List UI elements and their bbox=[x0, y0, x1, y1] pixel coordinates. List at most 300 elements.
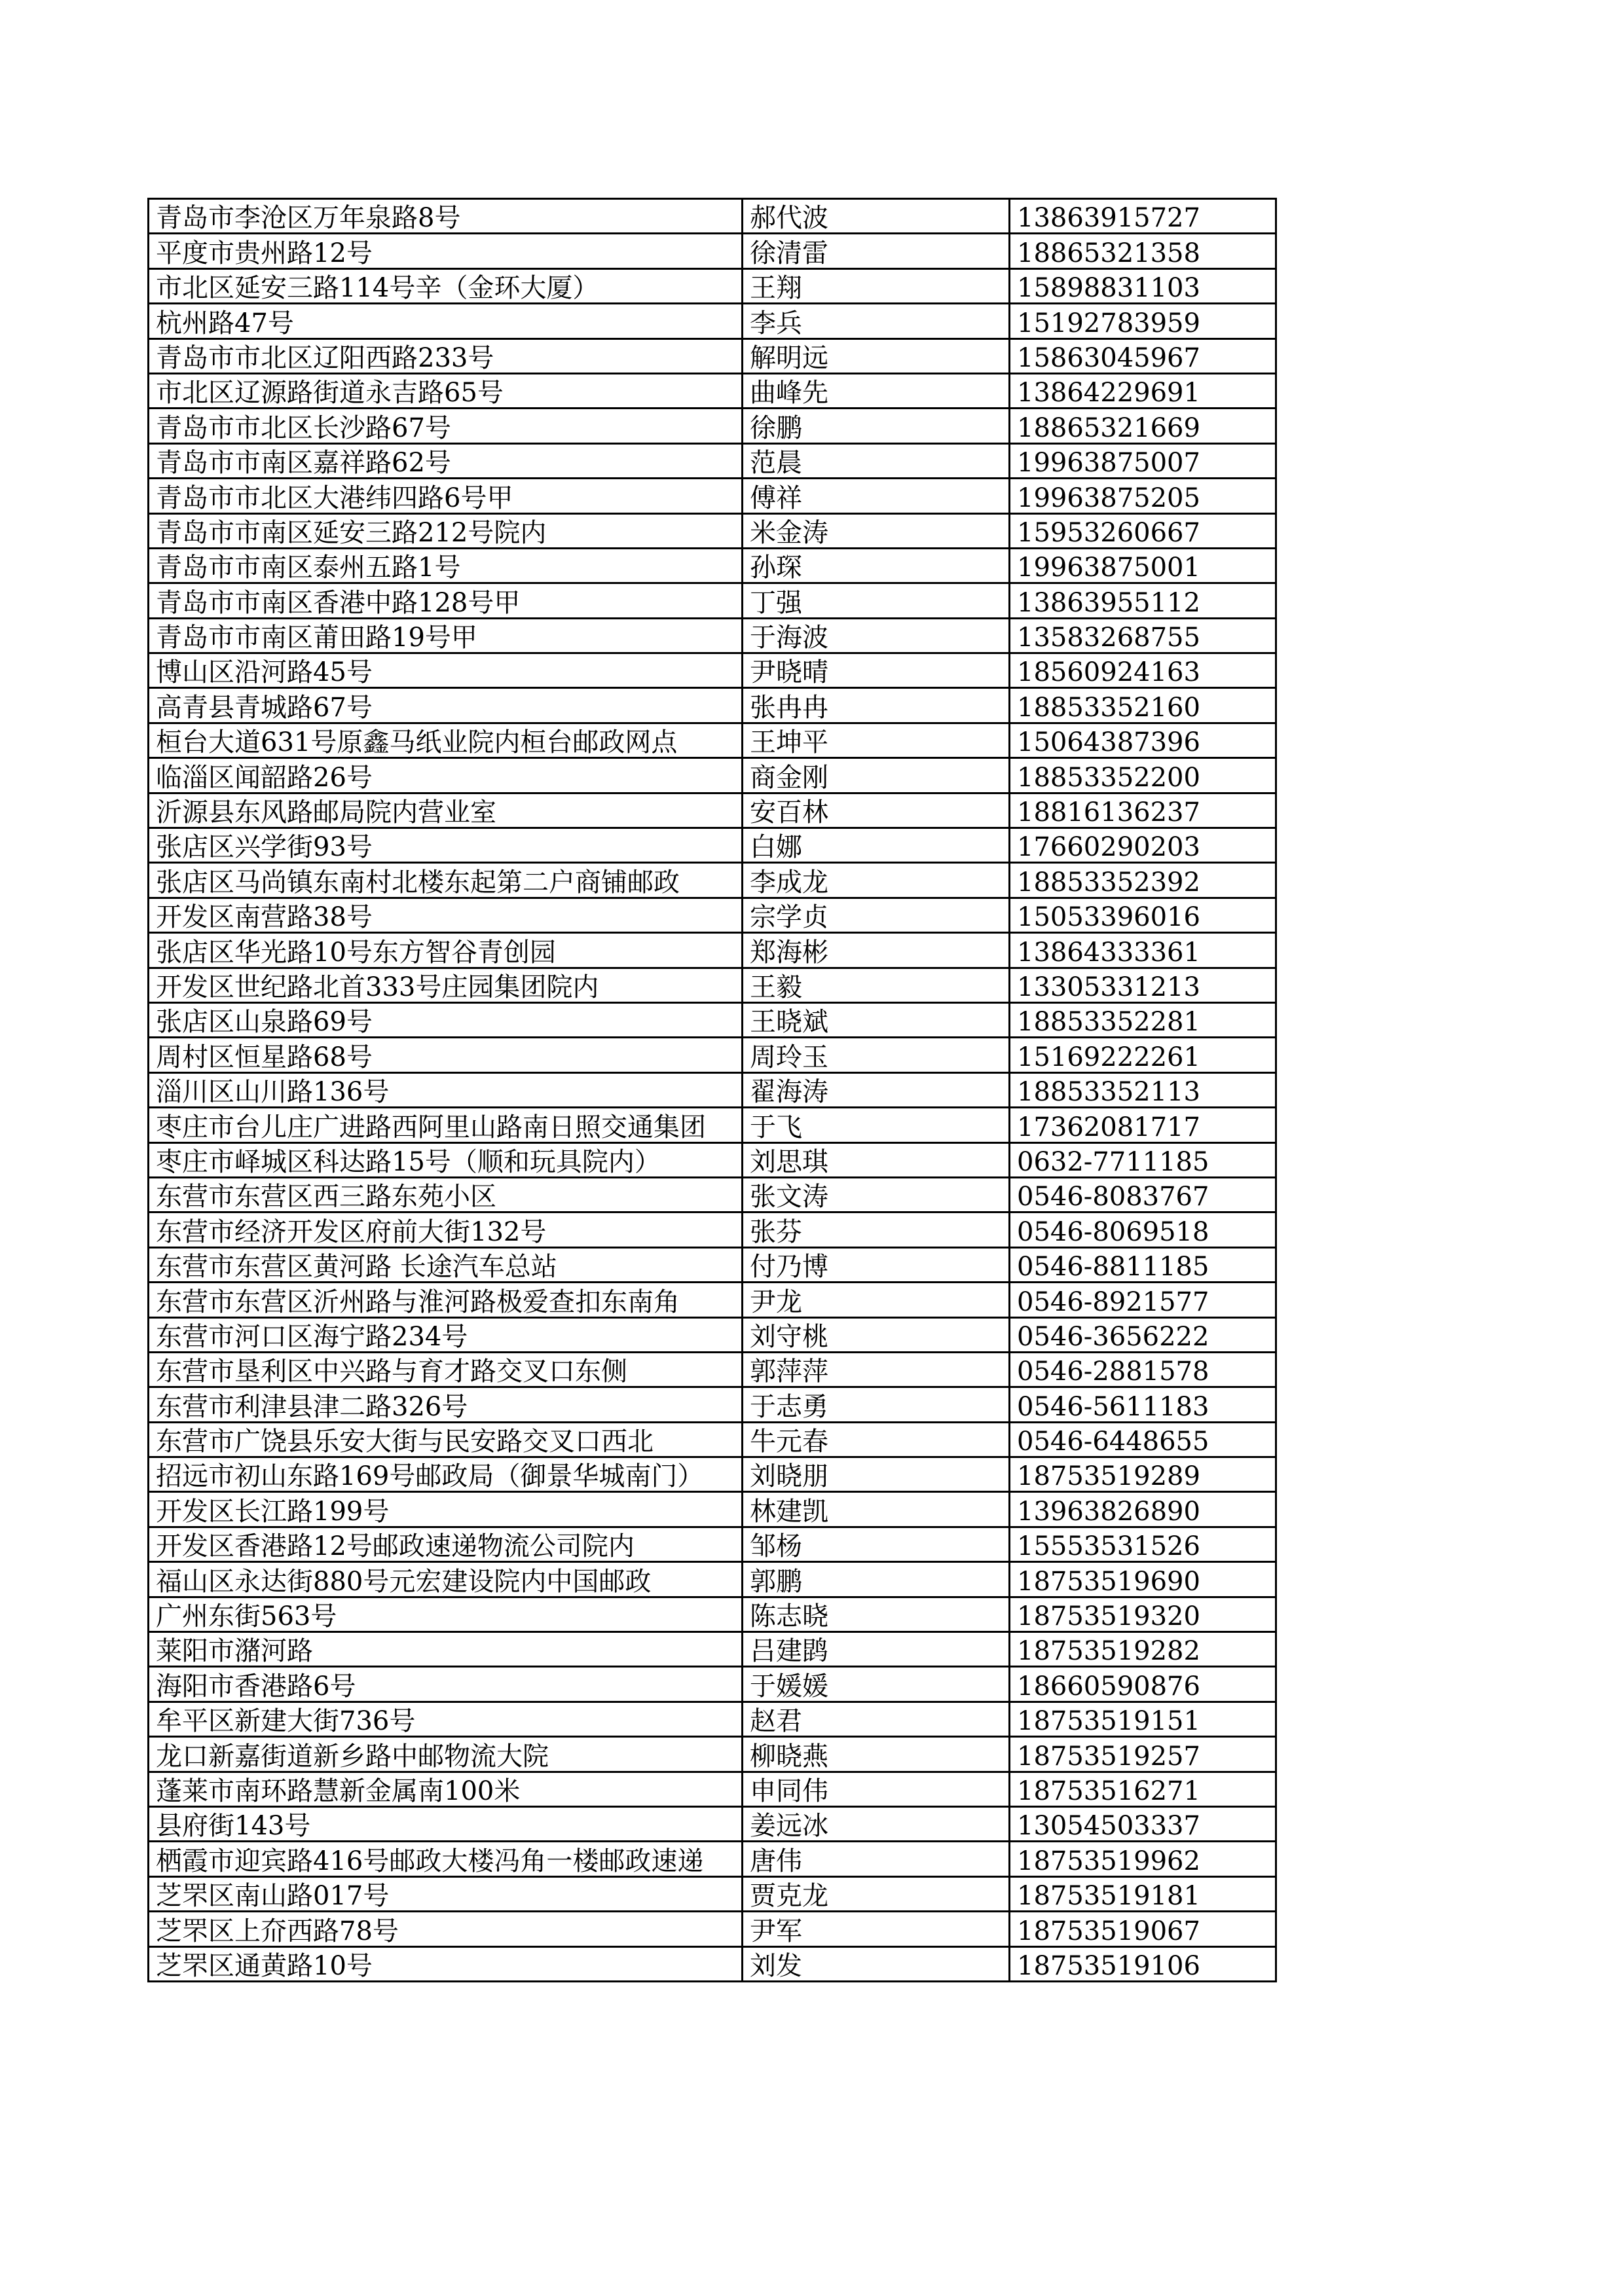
table-row bbox=[149, 583, 1276, 618]
phone-cell bbox=[1010, 513, 1276, 548]
table-row bbox=[149, 1842, 1276, 1876]
table-row bbox=[149, 1072, 1276, 1107]
table-row bbox=[149, 1806, 1276, 1841]
contact-name-cell bbox=[743, 1283, 1010, 1317]
address-cell-text: 东营市河口区海宁路234号 bbox=[156, 1321, 468, 1352]
table-row bbox=[149, 1317, 1276, 1352]
contact-name-cell-text: 邹杨 bbox=[750, 1531, 802, 1562]
address-cell bbox=[149, 1702, 743, 1736]
table-row bbox=[149, 723, 1276, 757]
contact-name-cell bbox=[743, 304, 1010, 338]
contact-name-cell-text: 徐清雷 bbox=[750, 238, 828, 268]
phone-cell-text: 15064387396 bbox=[1017, 727, 1200, 758]
address-cell bbox=[149, 548, 743, 583]
phone-cell-text: 18853352113 bbox=[1017, 1077, 1200, 1108]
phone-cell bbox=[1010, 1457, 1276, 1492]
phone-cell-text: 15192783959 bbox=[1017, 308, 1200, 338]
contact-name-cell bbox=[743, 1038, 1010, 1072]
phone-cell-text: 0546-8069518 bbox=[1017, 1216, 1209, 1247]
contact-name-cell-text: 林建凯 bbox=[750, 1496, 828, 1527]
phone-cell bbox=[1010, 1702, 1276, 1736]
phone-cell-text: 17362081717 bbox=[1017, 1112, 1200, 1142]
address-cell bbox=[149, 898, 743, 932]
contact-name-cell bbox=[743, 1912, 1010, 1946]
phone-cell-text: 13054503337 bbox=[1017, 1811, 1200, 1842]
phone-cell bbox=[1010, 409, 1276, 443]
contact-name-cell bbox=[743, 1702, 1010, 1736]
phone-cell-text: 13863955112 bbox=[1017, 587, 1200, 618]
address-cell-text: 张店区兴学街93号 bbox=[156, 832, 373, 863]
contact-name-cell-text: 白娜 bbox=[750, 832, 802, 863]
phone-cell bbox=[1010, 583, 1276, 618]
phone-cell-text: 15553531526 bbox=[1017, 1531, 1200, 1562]
phone-cell bbox=[1010, 373, 1276, 408]
phone-cell-text: 13864333361 bbox=[1017, 937, 1200, 968]
address-cell-text: 开发区长江路199号 bbox=[156, 1496, 390, 1527]
address-cell bbox=[149, 863, 743, 898]
phone-cell-text: 18660590876 bbox=[1017, 1671, 1200, 1702]
contact-name-cell-text: 王坤平 bbox=[750, 727, 828, 758]
address-cell-text: 青岛市市南区香港中路128号甲 bbox=[156, 587, 521, 618]
table-row bbox=[149, 1177, 1276, 1212]
address-cell-text: 高青县青城路67号 bbox=[156, 692, 373, 723]
phone-cell bbox=[1010, 1632, 1276, 1667]
contact-name-cell-text: 尹晓晴 bbox=[750, 657, 828, 688]
contact-name-cell-text: 周玲玉 bbox=[750, 1042, 828, 1072]
address-cell bbox=[149, 1842, 743, 1876]
address-cell-text: 沂源县东风路邮局院内营业室 bbox=[156, 797, 496, 828]
address-cell bbox=[149, 1108, 743, 1142]
table-row bbox=[149, 1108, 1276, 1142]
table-row bbox=[149, 1597, 1276, 1631]
phone-cell bbox=[1010, 898, 1276, 932]
address-cell-text: 青岛市市南区莆田路19号甲 bbox=[156, 623, 477, 653]
table-row bbox=[149, 863, 1276, 898]
contact-name-cell-text: 郑海彬 bbox=[750, 937, 828, 968]
phone-cell-text: 0546-3656222 bbox=[1017, 1321, 1209, 1352]
contact-name-cell-text: 刘发 bbox=[750, 1950, 802, 1981]
contact-name-cell-text: 王毅 bbox=[750, 972, 802, 1002]
phone-cell bbox=[1010, 1842, 1276, 1876]
phone-cell-text: 18753519106 bbox=[1017, 1950, 1200, 1981]
phone-cell-text: 15953260667 bbox=[1017, 517, 1200, 548]
contact-name-cell bbox=[743, 1317, 1010, 1352]
address-cell-text: 张店区马尚镇东南村北楼东起第二户商铺邮政 bbox=[156, 867, 680, 898]
address-cell bbox=[149, 304, 743, 338]
address-cell-text: 芝罘区南山路017号 bbox=[156, 1881, 390, 1912]
address-cell-text: 枣庄市峄城区科达路15号（顺和玩具院内） bbox=[156, 1146, 661, 1177]
contact-name-cell bbox=[743, 793, 1010, 828]
address-cell bbox=[149, 688, 743, 723]
contact-name-cell bbox=[743, 1806, 1010, 1841]
contact-name-cell bbox=[743, 443, 1010, 478]
address-cell bbox=[149, 618, 743, 653]
contact-name-cell bbox=[743, 723, 1010, 757]
phone-cell-text: 13583268755 bbox=[1017, 623, 1200, 653]
address-cell bbox=[149, 1946, 743, 1981]
contact-name-cell bbox=[743, 1562, 1010, 1597]
address-cell bbox=[149, 409, 743, 443]
table-row bbox=[149, 618, 1276, 653]
phone-cell bbox=[1010, 1876, 1276, 1911]
contact-name-cell-text: 傅祥 bbox=[750, 483, 802, 513]
address-cell bbox=[149, 1806, 743, 1841]
table-row bbox=[149, 1912, 1276, 1946]
contact-name-cell bbox=[743, 583, 1010, 618]
table-row bbox=[149, 1247, 1276, 1282]
contact-name-cell-text: 吕建鹍 bbox=[750, 1636, 828, 1667]
contact-name-cell bbox=[743, 373, 1010, 408]
table-row bbox=[149, 793, 1276, 828]
address-cell-text: 青岛市市南区嘉祥路62号 bbox=[156, 448, 451, 479]
phone-cell bbox=[1010, 723, 1276, 757]
contact-name-cell bbox=[743, 1108, 1010, 1142]
phone-cell bbox=[1010, 1597, 1276, 1631]
address-cell bbox=[149, 1038, 743, 1072]
contact-name-cell bbox=[743, 1667, 1010, 1702]
phone-cell-text: 0546-8921577 bbox=[1017, 1286, 1209, 1317]
phone-cell bbox=[1010, 1142, 1276, 1177]
phone-cell bbox=[1010, 1806, 1276, 1841]
table-row bbox=[149, 653, 1276, 688]
address-cell-text: 东营市经济开发区府前大街132号 bbox=[156, 1216, 547, 1247]
address-cell-text: 张店区山泉路69号 bbox=[156, 1007, 373, 1038]
table-row bbox=[149, 1946, 1276, 1981]
phone-cell-text: 0546-8811185 bbox=[1017, 1252, 1209, 1283]
address-cell bbox=[149, 234, 743, 268]
contact-name-cell bbox=[743, 548, 1010, 583]
contact-name-cell bbox=[743, 653, 1010, 688]
contact-name-cell bbox=[743, 1527, 1010, 1561]
address-cell bbox=[149, 1317, 743, 1352]
address-cell bbox=[149, 443, 743, 478]
contact-name-cell bbox=[743, 1737, 1010, 1772]
address-cell bbox=[149, 1072, 743, 1107]
address-cell-text: 临淄区闻韶路26号 bbox=[156, 762, 373, 793]
contact-name-cell bbox=[743, 758, 1010, 793]
contact-name-cell bbox=[743, 1142, 1010, 1177]
contact-name-cell-text: 赵君 bbox=[750, 1706, 802, 1737]
table-row bbox=[149, 1632, 1276, 1667]
address-cell-text: 蓬莱市南环路慧新金属南100米 bbox=[156, 1776, 521, 1806]
contact-name-cell bbox=[743, 688, 1010, 723]
contact-name-cell bbox=[743, 1177, 1010, 1212]
address-cell-text: 市北区延安三路114号辛（金环大厦） bbox=[156, 273, 599, 304]
contact-name-cell bbox=[743, 1842, 1010, 1876]
phone-cell-text: 13864229691 bbox=[1017, 378, 1200, 409]
address-cell-text: 青岛市李沧区万年泉路8号 bbox=[156, 203, 461, 234]
address-cell bbox=[149, 1667, 743, 1702]
phone-cell bbox=[1010, 304, 1276, 338]
address-cell bbox=[149, 1002, 743, 1037]
address-cell bbox=[149, 1597, 743, 1631]
phone-cell-text: 15898831103 bbox=[1017, 273, 1200, 304]
address-cell-text: 青岛市市南区泰州五路1号 bbox=[156, 553, 461, 583]
contact-name-cell-text: 于媛媛 bbox=[750, 1671, 828, 1702]
contact-name-cell bbox=[743, 618, 1010, 653]
table-row bbox=[149, 1876, 1276, 1911]
phone-cell-text: 18853352281 bbox=[1017, 1007, 1200, 1038]
table-row bbox=[149, 1702, 1276, 1736]
table-row bbox=[149, 1142, 1276, 1177]
phone-cell bbox=[1010, 199, 1276, 234]
contact-name-cell bbox=[743, 1247, 1010, 1282]
phone-cell-text: 18753519320 bbox=[1017, 1601, 1200, 1632]
phone-cell-text: 15053396016 bbox=[1017, 902, 1200, 933]
contact-name-cell bbox=[743, 1352, 1010, 1387]
contact-name-cell-text: 于志勇 bbox=[750, 1391, 828, 1422]
contact-name-cell bbox=[743, 199, 1010, 234]
phone-cell-text: 18753519181 bbox=[1017, 1881, 1200, 1912]
address-cell-text: 市北区辽源路街道永吉路65号 bbox=[156, 378, 504, 409]
address-cell bbox=[149, 373, 743, 408]
phone-cell-text: 0546-5611183 bbox=[1017, 1391, 1209, 1422]
phone-cell-text: 18853352160 bbox=[1017, 692, 1200, 723]
address-cell bbox=[149, 1422, 743, 1457]
table-row bbox=[149, 1772, 1276, 1806]
phone-cell bbox=[1010, 618, 1276, 653]
contact-name-cell bbox=[743, 898, 1010, 932]
phone-cell-text: 19963875001 bbox=[1017, 553, 1200, 583]
contact-name-cell-text: 翟海涛 bbox=[750, 1077, 828, 1108]
address-cell-text: 开发区香港路12号邮政速递物流公司院内 bbox=[156, 1531, 635, 1562]
contact-name-cell bbox=[743, 1387, 1010, 1422]
contact-name-cell bbox=[743, 968, 1010, 1002]
contact-name-cell-text: 范晨 bbox=[750, 448, 802, 479]
phone-cell bbox=[1010, 234, 1276, 268]
phone-cell bbox=[1010, 688, 1276, 723]
address-cell bbox=[149, 1387, 743, 1422]
address-cell-text: 东营市东营区黄河路 长途汽车总站 bbox=[156, 1252, 557, 1283]
phone-cell bbox=[1010, 1946, 1276, 1981]
phone-cell bbox=[1010, 1667, 1276, 1702]
phone-cell bbox=[1010, 1912, 1276, 1946]
phone-cell-text: 18753519690 bbox=[1017, 1566, 1200, 1597]
address-cell bbox=[149, 479, 743, 513]
phone-cell-text: 18560924163 bbox=[1017, 657, 1200, 688]
phone-cell bbox=[1010, 793, 1276, 828]
address-cell-text: 张店区华光路10号东方智谷青创园 bbox=[156, 937, 556, 968]
address-cell-text: 杭州路47号 bbox=[156, 308, 294, 338]
phone-cell bbox=[1010, 1212, 1276, 1247]
phone-cell-text: 18753519289 bbox=[1017, 1461, 1200, 1492]
phone-cell-text: 18753519962 bbox=[1017, 1846, 1200, 1876]
address-cell-text: 东营市利津县津二路326号 bbox=[156, 1391, 468, 1422]
table-row bbox=[149, 1457, 1276, 1492]
table-row bbox=[149, 1667, 1276, 1702]
phone-cell-text: 18753519257 bbox=[1017, 1741, 1200, 1772]
phone-cell bbox=[1010, 1527, 1276, 1561]
table-row bbox=[149, 373, 1276, 408]
contact-name-cell bbox=[743, 863, 1010, 898]
contact-name-cell bbox=[743, 828, 1010, 863]
address-cell-text: 东营市东营区西三路东苑小区 bbox=[156, 1182, 496, 1212]
phone-cell-text: 18753519151 bbox=[1017, 1706, 1200, 1737]
phone-cell bbox=[1010, 1772, 1276, 1806]
contact-name-cell bbox=[743, 1457, 1010, 1492]
phone-cell bbox=[1010, 1002, 1276, 1037]
address-cell bbox=[149, 338, 743, 373]
table-row bbox=[149, 1387, 1276, 1422]
contact-name-cell-text: 陈志晓 bbox=[750, 1601, 828, 1632]
address-cell bbox=[149, 1772, 743, 1806]
table-row bbox=[149, 1002, 1276, 1037]
contact-name-cell-text: 刘思琪 bbox=[750, 1146, 828, 1177]
address-cell-text: 牟平区新建大街736号 bbox=[156, 1706, 416, 1737]
address-cell-text: 龙口新嘉街道新乡路中邮物流大院 bbox=[156, 1741, 549, 1772]
table-row bbox=[149, 968, 1276, 1002]
table-row bbox=[149, 304, 1276, 338]
phone-cell-text: 18865321358 bbox=[1017, 238, 1200, 268]
table-row bbox=[149, 1422, 1276, 1457]
table-row bbox=[149, 1352, 1276, 1387]
contact-name-cell-text: 徐鹏 bbox=[750, 412, 802, 443]
address-cell bbox=[149, 1876, 743, 1911]
contact-name-cell-text: 郭萍萍 bbox=[750, 1357, 828, 1387]
phone-cell-text: 19963875205 bbox=[1017, 483, 1200, 513]
contact-name-cell-text: 丁强 bbox=[750, 587, 802, 618]
table-row bbox=[149, 1212, 1276, 1247]
contact-name-cell-text: 王晓斌 bbox=[750, 1007, 828, 1038]
address-cell-text: 东营市垦利区中兴路与育才路交叉口东侧 bbox=[156, 1357, 627, 1387]
contact-name-cell-text: 李兵 bbox=[750, 308, 802, 338]
contact-name-cell-text: 牛元春 bbox=[750, 1427, 828, 1457]
table-row bbox=[149, 443, 1276, 478]
address-cell-text: 青岛市市北区长沙路67号 bbox=[156, 412, 451, 443]
address-cell-text: 招远市初山东路169号邮政局（御景华城南门） bbox=[156, 1461, 704, 1492]
phone-cell-text: 0632-7711185 bbox=[1017, 1146, 1209, 1177]
table-row bbox=[149, 513, 1276, 548]
table-row bbox=[149, 933, 1276, 968]
address-cell bbox=[149, 268, 743, 303]
phone-cell-text: 13305331213 bbox=[1017, 972, 1200, 1002]
address-cell bbox=[149, 1247, 743, 1282]
contact-name-cell bbox=[743, 1492, 1010, 1527]
phone-cell bbox=[1010, 1317, 1276, 1352]
phone-cell bbox=[1010, 968, 1276, 1002]
contact-table-body bbox=[149, 199, 1276, 1982]
contact-name-cell-text: 申同伟 bbox=[750, 1776, 828, 1806]
address-cell bbox=[149, 1352, 743, 1387]
contact-name-cell-text: 王翔 bbox=[750, 273, 802, 304]
contact-name-cell-text: 解明远 bbox=[750, 342, 828, 373]
phone-cell-text: 18753519282 bbox=[1017, 1636, 1200, 1667]
table-row bbox=[149, 758, 1276, 793]
address-cell-text: 海阳市香港路6号 bbox=[156, 1671, 356, 1702]
address-cell-text: 莱阳市潴河路 bbox=[156, 1636, 313, 1667]
contact-name-cell-text: 宗学贞 bbox=[750, 902, 828, 933]
address-cell-text: 平度市贵州路12号 bbox=[156, 238, 373, 268]
contact-name-cell bbox=[743, 1212, 1010, 1247]
phone-cell bbox=[1010, 1352, 1276, 1387]
phone-cell-text: 0546-8083767 bbox=[1017, 1182, 1209, 1212]
table-row bbox=[149, 1492, 1276, 1527]
contact-name-cell-text: 商金刚 bbox=[750, 762, 828, 793]
address-cell bbox=[149, 1737, 743, 1772]
contact-name-cell-text: 安百林 bbox=[750, 797, 828, 828]
address-cell-text: 芝罘区通黄路10号 bbox=[156, 1950, 373, 1981]
address-cell bbox=[149, 653, 743, 688]
address-cell-text: 广州东街563号 bbox=[156, 1601, 337, 1632]
phone-cell bbox=[1010, 338, 1276, 373]
phone-cell bbox=[1010, 653, 1276, 688]
address-cell-text: 桓台大道631号原鑫马纸业院内桓台邮政网点 bbox=[156, 727, 678, 758]
address-cell-text: 博山区沿河路45号 bbox=[156, 657, 373, 688]
phone-cell bbox=[1010, 1108, 1276, 1142]
address-cell-text: 青岛市市北区大港纬四路6号甲 bbox=[156, 483, 513, 513]
address-cell bbox=[149, 1142, 743, 1177]
address-cell-text: 东营市东营区沂州路与淮河路极爱查扣东南角 bbox=[156, 1286, 680, 1317]
contact-name-cell bbox=[743, 513, 1010, 548]
phone-cell bbox=[1010, 1247, 1276, 1282]
contact-name-cell-text: 刘晓朋 bbox=[750, 1461, 828, 1492]
address-cell-text: 栖霞市迎宾路416号邮政大楼冯角一楼邮政速递 bbox=[156, 1846, 704, 1876]
address-cell bbox=[149, 758, 743, 793]
address-cell bbox=[149, 1492, 743, 1527]
table-row bbox=[149, 234, 1276, 268]
table-row bbox=[149, 548, 1276, 583]
address-cell bbox=[149, 1283, 743, 1317]
address-cell bbox=[149, 1562, 743, 1597]
address-cell bbox=[149, 1177, 743, 1212]
address-cell-text: 福山区永达街880号元宏建设院内中国邮政 bbox=[156, 1566, 652, 1597]
phone-cell-text: 15863045967 bbox=[1017, 342, 1200, 373]
address-cell-text: 芝罘区上夼西路78号 bbox=[156, 1916, 399, 1946]
contact-name-cell-text: 于海波 bbox=[750, 623, 828, 653]
table-row bbox=[149, 828, 1276, 863]
table-row bbox=[149, 1562, 1276, 1597]
address-cell bbox=[149, 723, 743, 757]
address-cell bbox=[149, 513, 743, 548]
phone-cell bbox=[1010, 1562, 1276, 1597]
contact-name-cell-text: 张文涛 bbox=[750, 1182, 828, 1212]
phone-cell-text: 18753516271 bbox=[1017, 1776, 1200, 1806]
phone-cell-text: 18853352392 bbox=[1017, 867, 1200, 898]
contact-name-cell bbox=[743, 1632, 1010, 1667]
phone-cell bbox=[1010, 1177, 1276, 1212]
table-row bbox=[149, 409, 1276, 443]
contact-name-cell-text: 付乃博 bbox=[750, 1252, 828, 1283]
address-cell-text: 周村区恒星路68号 bbox=[156, 1042, 373, 1072]
phone-cell bbox=[1010, 1072, 1276, 1107]
phone-cell bbox=[1010, 443, 1276, 478]
phone-cell-text: 18816136237 bbox=[1017, 797, 1200, 828]
contact-name-cell bbox=[743, 268, 1010, 303]
contact-name-cell-text: 贾克龙 bbox=[750, 1881, 828, 1912]
address-cell-text: 淄川区山川路136号 bbox=[156, 1077, 390, 1108]
table-row bbox=[149, 199, 1276, 234]
contact-name-cell-text: 张冉冉 bbox=[750, 692, 828, 723]
phone-cell bbox=[1010, 1492, 1276, 1527]
table-row bbox=[149, 1038, 1276, 1072]
address-cell bbox=[149, 1457, 743, 1492]
contact-name-cell bbox=[743, 234, 1010, 268]
contact-name-cell bbox=[743, 933, 1010, 968]
address-cell-text: 枣庄市台儿庄广进路西阿里山路南日照交通集团 bbox=[156, 1112, 706, 1142]
table-row bbox=[149, 688, 1276, 723]
phone-cell-text: 19963875007 bbox=[1017, 448, 1200, 479]
address-cell-text: 青岛市市南区延安三路212号院内 bbox=[156, 517, 547, 548]
address-cell bbox=[149, 968, 743, 1002]
contact-name-cell-text: 柳晓燕 bbox=[750, 1741, 828, 1772]
table-row bbox=[149, 1283, 1276, 1317]
phone-cell bbox=[1010, 1283, 1276, 1317]
phone-cell-text: 0546-2881578 bbox=[1017, 1357, 1209, 1387]
contact-name-cell-text: 曲峰先 bbox=[750, 378, 828, 409]
address-cell bbox=[149, 1527, 743, 1561]
contact-name-cell-text: 米金涛 bbox=[750, 517, 828, 548]
address-cell bbox=[149, 933, 743, 968]
